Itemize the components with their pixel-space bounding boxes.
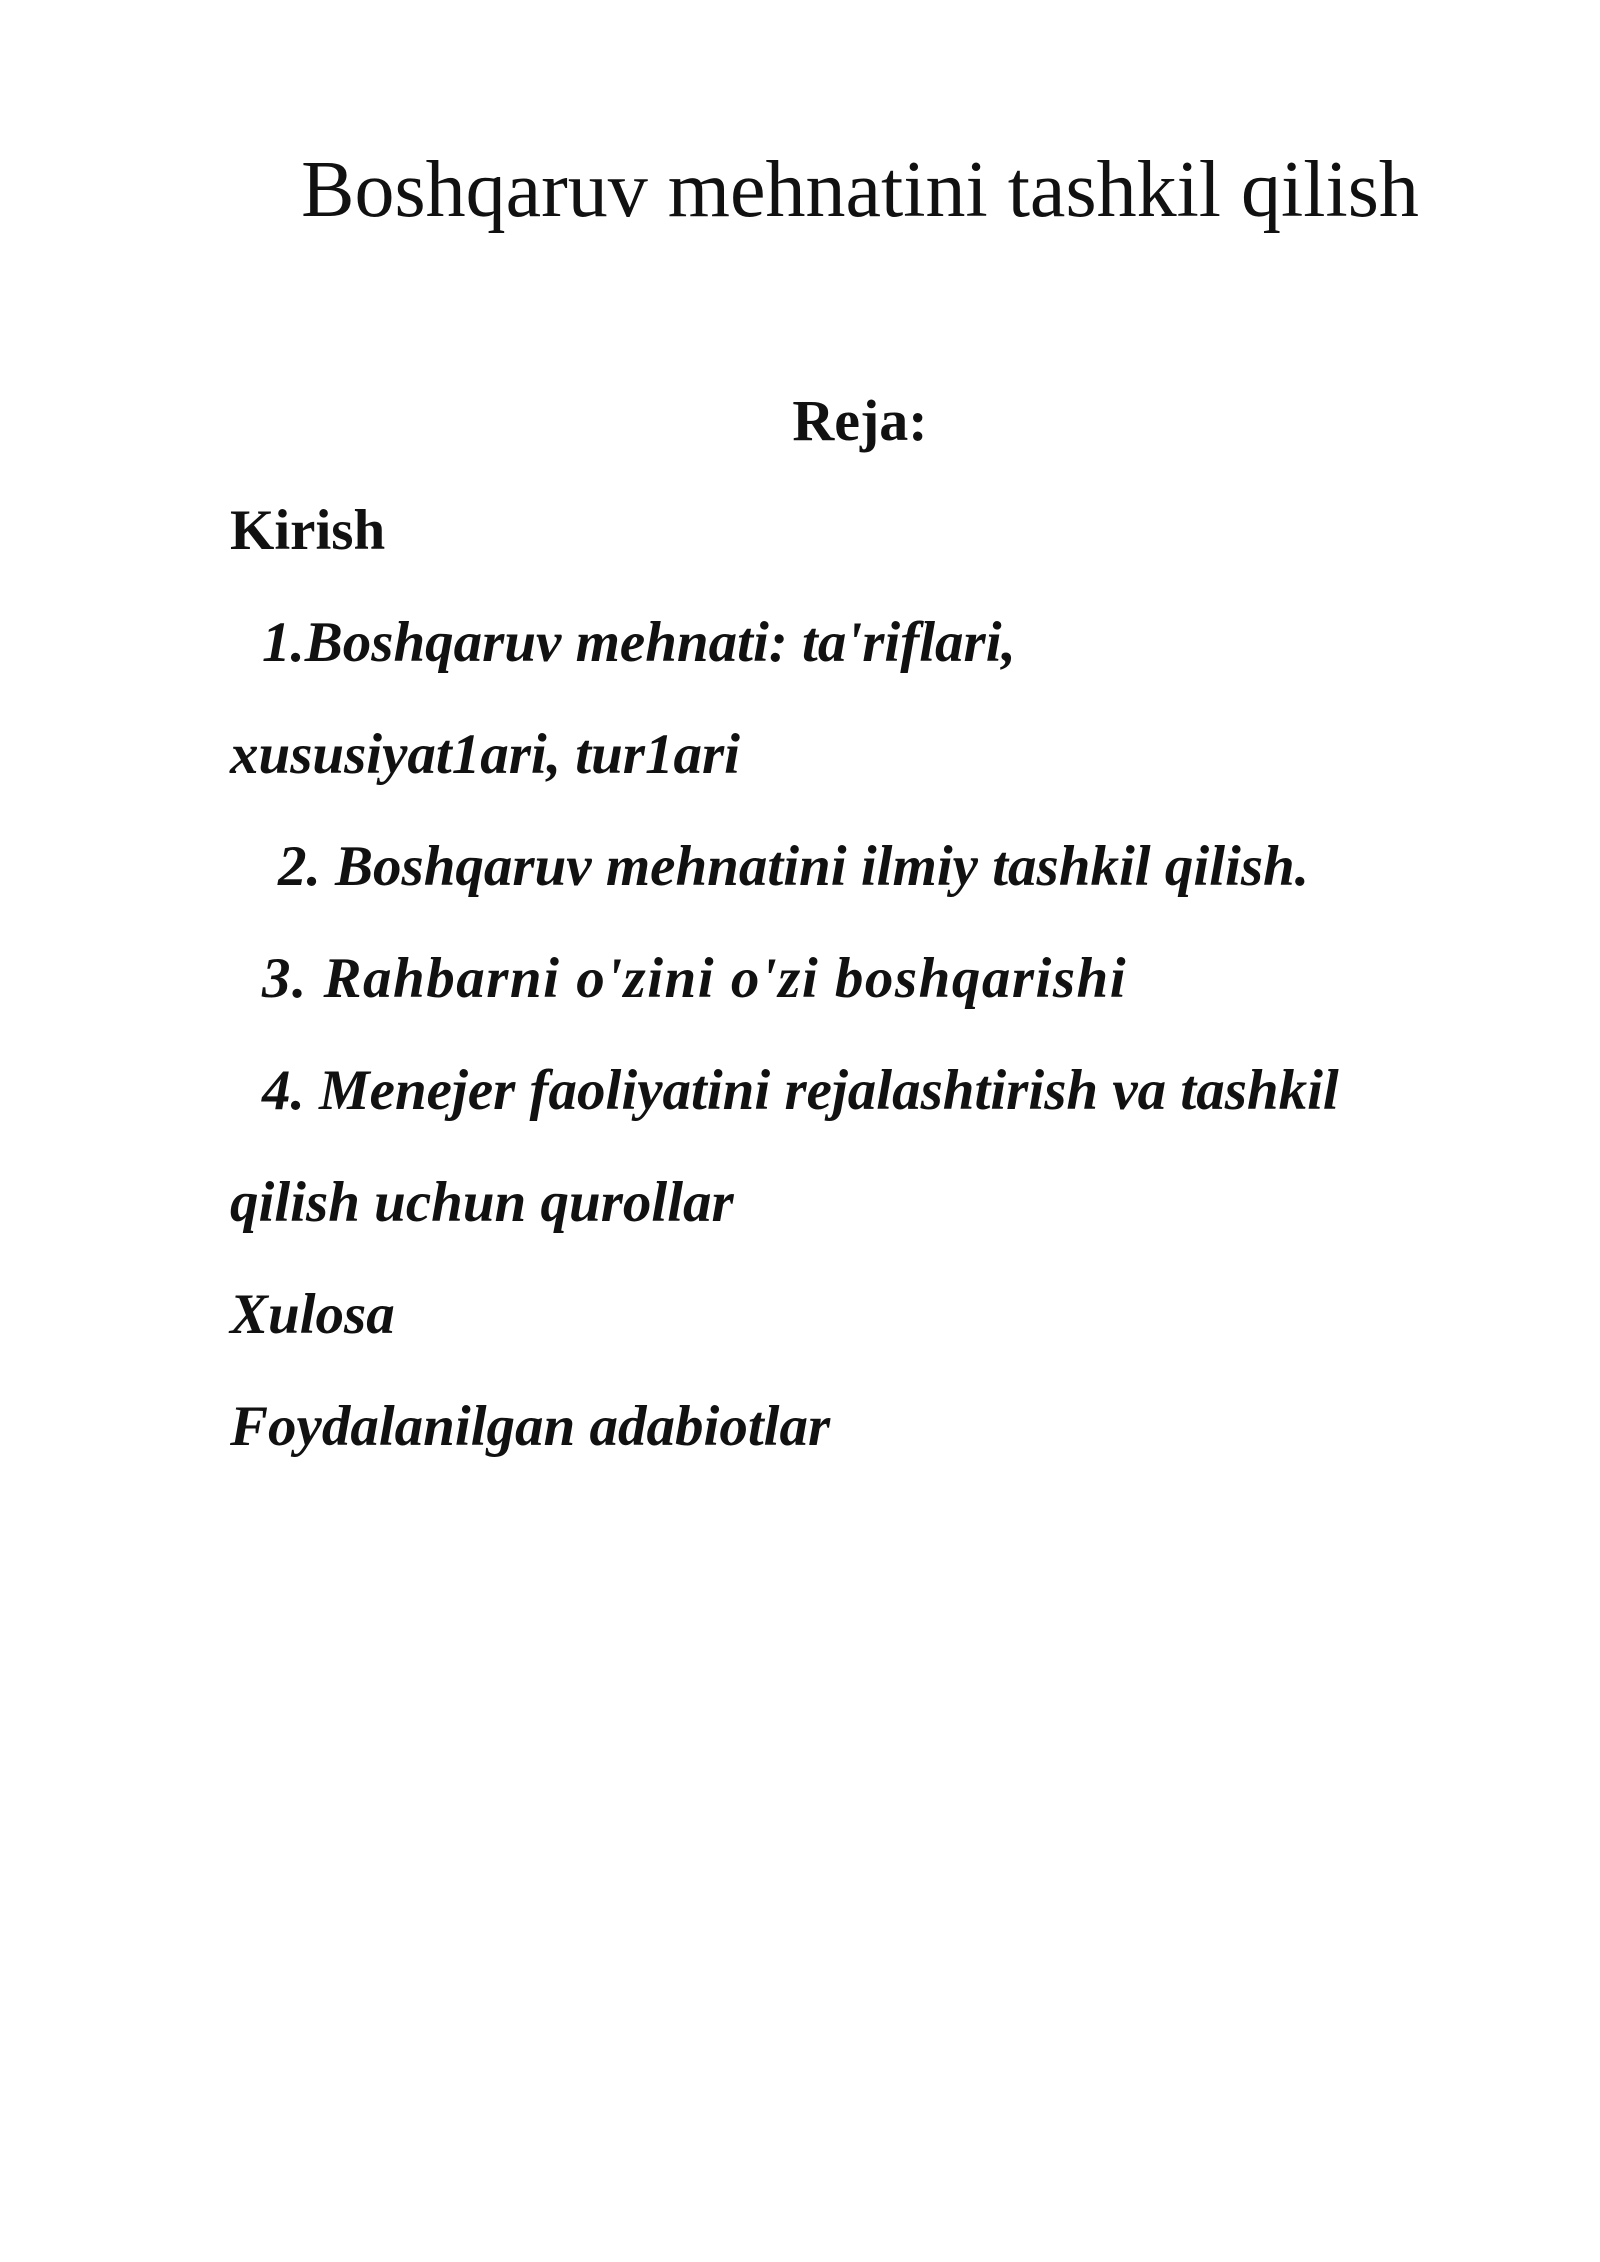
document-title: Boshqaruv mehnatini tashkil qilish	[301, 146, 1419, 234]
plan-intro: Kirish	[230, 499, 386, 562]
plan-item-2: 2. Boshqaruv mehnatini ilmiy tashkil qilish.	[278, 835, 1310, 898]
plan-conclusion: Xulosa	[230, 1283, 395, 1346]
plan-item-1-line-2: xususiyat1ari, tur1ari	[230, 723, 740, 786]
plan-item-1-line-1: 1.Boshqaruv mehnati: ta'riflari,	[262, 611, 1016, 674]
plan-heading: Reja:	[792, 388, 928, 453]
plan-item-4-line-2: qilish uchun qurollar	[230, 1171, 734, 1234]
plan-item-3: 3. Rahbarni o'zini o'zi boshqarishi	[262, 947, 1128, 1010]
plan-item-4-line-1: 4. Menejer faoliyatini rejalashtirish va tashkil	[262, 1059, 1339, 1122]
plan-references: Foydalanilgan adabiotlar	[230, 1395, 831, 1458]
